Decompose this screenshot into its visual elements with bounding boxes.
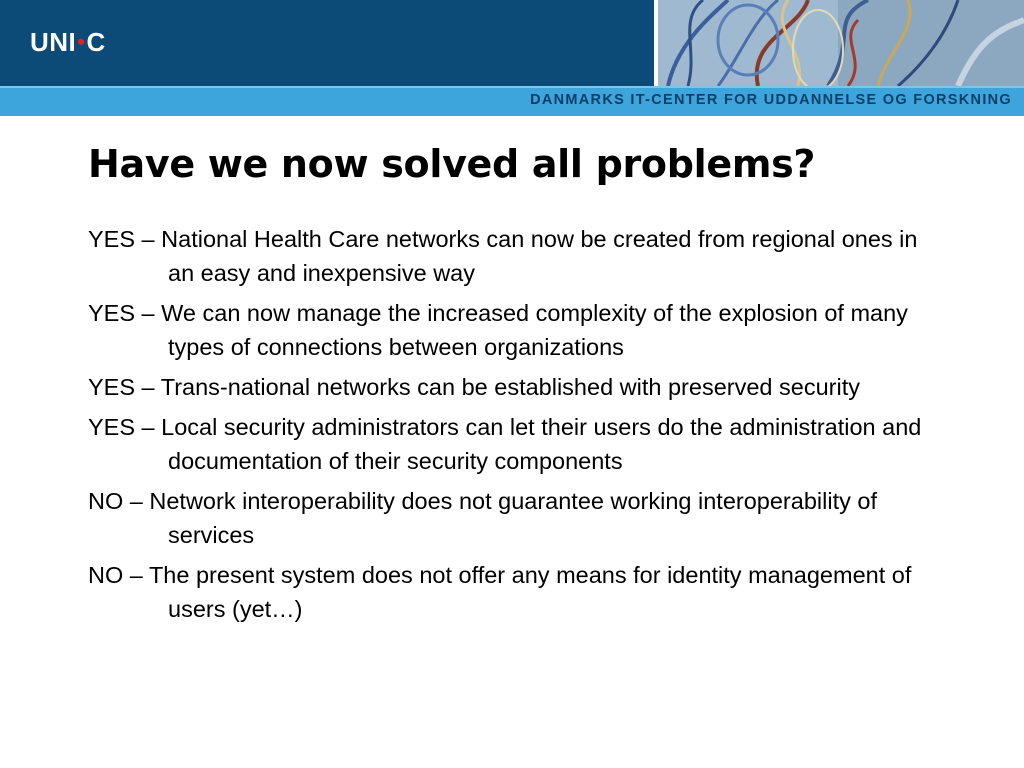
- logo-text-left: UNI: [30, 27, 77, 57]
- slide-title: Have we now solved all problems?: [88, 142, 816, 186]
- cables-illustration: [658, 0, 1024, 86]
- list-item: YES – We can now manage the increased complexity of the explosion of many types of connections between organizations: [88, 300, 908, 360]
- organization-tagline: DANMARKS IT-CENTER FOR UDDANNELSE OG FORSKNING: [530, 92, 1012, 108]
- list-item: YES – Trans-national networks can be established with preserved security: [88, 374, 860, 400]
- uni-c-logo: [30, 27, 106, 58]
- bullet-list: [88, 222, 948, 632]
- list-item: NO – The present system does not offer any means for identity management of users (yet…): [88, 562, 912, 622]
- list-item: YES – National Health Care networks can now be created from regional ones in an easy and inexpensive way: [88, 226, 918, 286]
- logo-dot: •: [77, 29, 86, 54]
- tagline-bar-highlight: [0, 86, 1024, 88]
- list-item: NO – Network interoperability does not guarantee working interoperability of services: [88, 488, 877, 548]
- header-cables-image: [658, 0, 1024, 86]
- logo-text-right: C: [86, 27, 106, 57]
- list-item: YES – Local security administrators can let their users do the administration and documentation of their security components: [88, 414, 922, 474]
